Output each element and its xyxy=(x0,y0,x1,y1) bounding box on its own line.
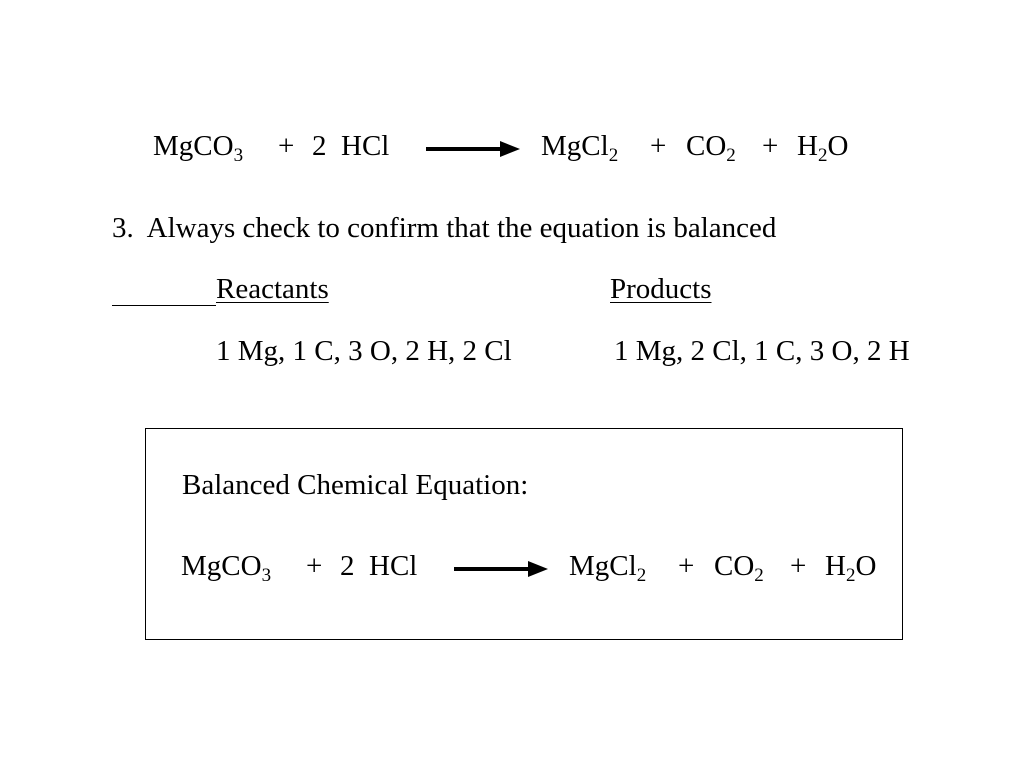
reactant-mgco3: MgCO$_3$ xyxy=(153,130,244,166)
product-co2: $CO_2$ xyxy=(686,130,736,166)
product-mgcl2: MgCl$_2$ xyxy=(541,130,619,166)
leading-rule xyxy=(112,305,216,306)
balanced-equation-box xyxy=(145,428,903,640)
reactant-mgco3: MgCO$_3$ xyxy=(181,550,272,586)
reactant-hcl: 2 HCl xyxy=(312,130,390,162)
reactant-hcl: 2 HCl xyxy=(340,550,418,582)
product-h2o: $H_2O$ xyxy=(825,550,877,586)
plus-sign: + xyxy=(762,130,779,162)
reaction-arrow-icon xyxy=(426,141,520,157)
products-heading: Products xyxy=(610,273,712,305)
plus-sign: + xyxy=(678,550,695,582)
product-mgcl2: MgCl$_2$ xyxy=(569,550,647,586)
reaction-arrow-icon xyxy=(454,561,548,577)
top-equation xyxy=(0,132,1024,172)
product-h2o: $H_2O$ xyxy=(797,130,849,166)
reactants-heading: Reactants xyxy=(216,273,329,305)
balanced-equation-title: Balanced Chemical Equation: xyxy=(182,469,529,501)
plus-sign: + xyxy=(278,130,295,162)
reactants-atom-count: 1 Mg, 1 C, 3 O, 2 H, 2 Cl xyxy=(216,335,512,367)
plus-sign: + xyxy=(306,550,323,582)
products-atom-count: 1 Mg, 2 Cl, 1 C, 3 O, 2 H xyxy=(614,335,910,367)
plus-sign: + xyxy=(650,130,667,162)
balanced-equation xyxy=(0,552,1024,592)
step-text: 3. Always check to confirm that the equation is balanced xyxy=(112,212,777,244)
plus-sign: + xyxy=(790,550,807,582)
product-co2: $CO_2$ xyxy=(714,550,764,586)
